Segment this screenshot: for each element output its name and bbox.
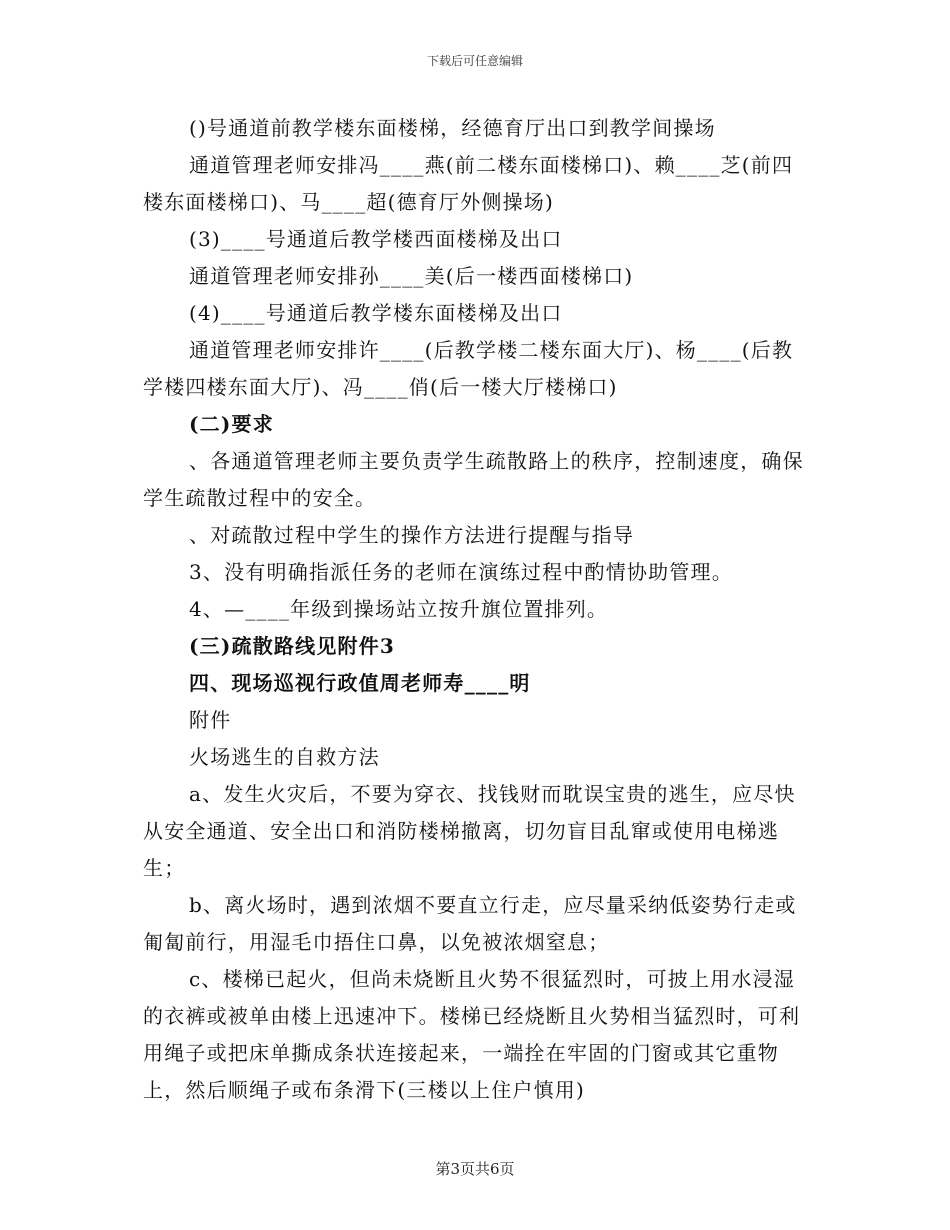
paragraph-8: 、各通道管理老师主要负责学生疏散路上的秩序，控制速度，确保学生疏散过程中的安全。	[143, 449, 804, 510]
page-footer: 第3页共6页	[435, 1160, 515, 1178]
paragraph-5: (4)____号通道后教学楼东面楼梯及出口	[189, 301, 563, 325]
appendix-title: 火场逃生的自救方法	[189, 745, 380, 769]
paragraph-9: 、对疏散过程中学生的操作方法进行提醒与指导	[189, 523, 635, 547]
paragraph-2: 通道管理老师安排冯____燕(前二楼东面楼梯口)、赖____芝(前四楼东面楼梯口)、马____超(德育厅外侧操场)	[143, 153, 794, 214]
paragraph-1: ()号通道前教学楼东面楼梯，经德育厅出口到教学间操场	[189, 116, 716, 140]
paragraph-11: 4、—____年级到操场站立按升旗位置排列。	[189, 597, 609, 621]
paragraph-3: (3)____号通道后教学楼西面楼梯及出口	[189, 227, 563, 251]
page-header: 下载后可任意编辑	[426, 54, 523, 68]
document-body	[143, 110, 808, 1109]
section-heading-requirements: (二)要求	[189, 412, 274, 436]
appendix-label: 附件	[189, 708, 232, 732]
section-heading-evacuation-route: (三)疏散路线见附件3	[189, 634, 396, 658]
paragraph-b: b、离火场时，遇到浓烟不要直立行走，应尽量采纳低姿势行走或匍匐前行，用湿毛巾捂住口鼻，以免被浓烟窒息；	[143, 893, 797, 954]
paragraph-10: 3、没有明确指派任务的老师在演练过程中酌情协助管理。	[189, 560, 733, 584]
section-heading-inspection: 四、现场巡视行政值周老师寿____明	[189, 671, 531, 695]
paragraph-a: a、发生火灾后，不要为穿衣、找钱财而耽误宝贵的逃生，应尽快从安全通道、安全出口和消防楼梯撤离，切勿盲目乱窜或使用电梯逃生；	[143, 782, 796, 880]
paragraph-4: 通道管理老师安排孙____美(后一楼西面楼梯口)	[189, 264, 634, 288]
paragraph-6: 通道管理老师安排许____(后教学楼二楼东面大厅)、杨____(后教学楼四楼东面大厅)、冯____俏(后一楼大厅楼梯口)	[143, 338, 794, 399]
paragraph-c: c、楼梯已起火，但尚未烧断且火势不很猛烈时，可披上用水浸湿的衣裤或被单由楼上迅速冲下。楼梯已经烧断且火势相当猛烈时，可利用绳子或把床单撕成条状连接起来，一端拴在牢固的门窗或其它重物上，然后顺绳子或布条滑下(三楼以上住户慎用)	[143, 967, 801, 1102]
